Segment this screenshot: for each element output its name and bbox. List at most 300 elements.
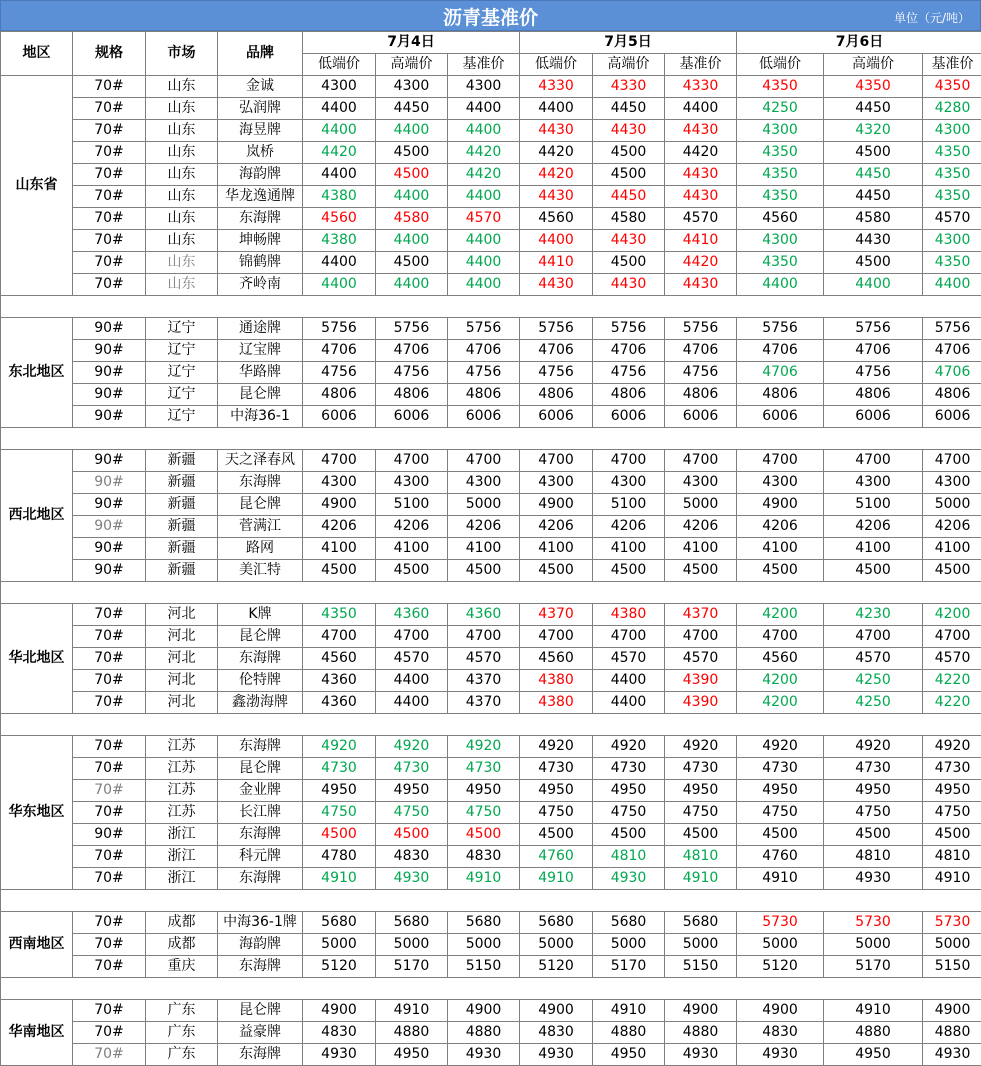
price-cell: 4560 — [520, 648, 593, 670]
price-cell: 4810 — [665, 846, 737, 868]
price-cell: 5000 — [520, 934, 593, 956]
table-row — [1, 912, 981, 934]
price-cell: 4500 — [737, 824, 824, 846]
price-cell: 4806 — [448, 384, 520, 406]
price-cell: 4350 — [303, 604, 376, 626]
price-cell: 4920 — [448, 736, 520, 758]
price-cell: 4700 — [923, 626, 981, 648]
market-cell: 江苏 — [146, 802, 218, 824]
price-cell: 4730 — [824, 758, 923, 780]
price-cell: 4100 — [737, 538, 824, 560]
price-cell: 4780 — [303, 846, 376, 868]
price-cell: 4756 — [824, 362, 923, 384]
price-cell: 5680 — [520, 912, 593, 934]
price-cell: 4560 — [303, 208, 376, 230]
spec-cell: 70# — [73, 670, 146, 692]
price-cell: 4400 — [303, 98, 376, 120]
price-cell: 4350 — [737, 76, 824, 98]
spec-cell: 70# — [73, 692, 146, 714]
spec-cell: 90# — [73, 450, 146, 472]
price-cell: 4706 — [923, 362, 981, 384]
price-cell: 4930 — [376, 868, 448, 890]
price-cell: 4100 — [520, 538, 593, 560]
price-cell: 5756 — [376, 318, 448, 340]
brand-cell: 辽宝牌 — [218, 340, 303, 362]
price-cell: 5120 — [737, 956, 824, 978]
price-cell: 4250 — [737, 98, 824, 120]
price-cell: 4910 — [737, 868, 824, 890]
price-cell: 4380 — [520, 692, 593, 714]
brand-cell: 弘润牌 — [218, 98, 303, 120]
price-cell: 4920 — [593, 736, 665, 758]
price-cell: 5756 — [448, 318, 520, 340]
price-cell: 4420 — [665, 252, 737, 274]
price-cell: 4400 — [303, 164, 376, 186]
price-cell: 4930 — [303, 1044, 376, 1066]
table-row — [1, 76, 981, 98]
market-cell: 辽宁 — [146, 384, 218, 406]
brand-cell: 金业牌 — [218, 780, 303, 802]
price-cell: 4706 — [376, 340, 448, 362]
price-cell: 4206 — [593, 516, 665, 538]
market-cell: 山东 — [146, 98, 218, 120]
region-cell: 华东地区 — [1, 736, 73, 890]
price-cell: 4930 — [593, 868, 665, 890]
price-cell: 4420 — [448, 142, 520, 164]
price-cell: 4700 — [303, 626, 376, 648]
brand-cell: 东海牌 — [218, 736, 303, 758]
price-cell: 4450 — [593, 186, 665, 208]
market-cell: 河北 — [146, 670, 218, 692]
header-date: 7月6日 — [737, 32, 981, 54]
price-cell: 4400 — [824, 274, 923, 296]
price-cell: 4700 — [824, 450, 923, 472]
price-cell: 4580 — [824, 208, 923, 230]
price-cell: 4500 — [303, 560, 376, 582]
price-cell: 4570 — [376, 648, 448, 670]
price-cell: 4806 — [303, 384, 376, 406]
price-cell: 4950 — [303, 780, 376, 802]
price-cell: 4570 — [665, 648, 737, 670]
spec-cell: 90# — [73, 560, 146, 582]
price-cell: 5756 — [737, 318, 824, 340]
price-cell: 4360 — [448, 604, 520, 626]
price-cell: 4830 — [376, 846, 448, 868]
price-cell: 4570 — [593, 648, 665, 670]
price-cell: 4350 — [923, 142, 981, 164]
price-cell: 4330 — [665, 76, 737, 98]
price-cell: 4500 — [923, 824, 981, 846]
spec-cell: 70# — [73, 230, 146, 252]
price-cell: 4206 — [520, 516, 593, 538]
price-cell: 4756 — [520, 362, 593, 384]
price-cell: 4756 — [593, 362, 665, 384]
brand-cell: 菅满江 — [218, 516, 303, 538]
price-cell: 4706 — [665, 340, 737, 362]
price-cell: 4910 — [520, 868, 593, 890]
price-cell: 4500 — [593, 252, 665, 274]
price-cell: 4400 — [376, 230, 448, 252]
price-cell: 4910 — [665, 868, 737, 890]
price-cell: 4420 — [303, 142, 376, 164]
price-cell: 4830 — [737, 1022, 824, 1044]
price-cell: 5150 — [665, 956, 737, 978]
price-cell: 4920 — [303, 736, 376, 758]
price-cell: 5730 — [737, 912, 824, 934]
market-cell: 河北 — [146, 626, 218, 648]
price-cell: 4500 — [665, 824, 737, 846]
price-cell: 4920 — [923, 736, 981, 758]
price-cell: 4750 — [824, 802, 923, 824]
price-cell: 4350 — [923, 186, 981, 208]
price-cell: 4400 — [376, 670, 448, 692]
price-cell: 4400 — [923, 274, 981, 296]
price-cell: 4706 — [448, 340, 520, 362]
price-cell: 4350 — [737, 186, 824, 208]
price-cell: 5000 — [448, 494, 520, 516]
price-cell: 5000 — [737, 934, 824, 956]
price-cell: 4430 — [593, 230, 665, 252]
price-cell: 6006 — [824, 406, 923, 428]
price-cell: 4400 — [376, 186, 448, 208]
brand-cell: 东海牌 — [218, 956, 303, 978]
brand-cell: 路网 — [218, 538, 303, 560]
price-cell: 4430 — [665, 164, 737, 186]
price-cell: 4300 — [737, 120, 824, 142]
price-cell: 6006 — [665, 406, 737, 428]
table-row — [1, 1022, 981, 1044]
header-date: 7月5日 — [520, 32, 737, 54]
price-cell: 4730 — [303, 758, 376, 780]
price-cell: 4900 — [665, 1000, 737, 1022]
price-cell: 4706 — [303, 340, 376, 362]
price-cell: 4570 — [448, 208, 520, 230]
brand-cell: 岚桥 — [218, 142, 303, 164]
price-cell: 4420 — [520, 164, 593, 186]
header-price-label: 低端价 — [303, 54, 376, 76]
price-cell: 4560 — [520, 208, 593, 230]
price-cell: 4700 — [593, 626, 665, 648]
price-cell: 4730 — [593, 758, 665, 780]
price-cell: 4206 — [665, 516, 737, 538]
price-cell: 6006 — [303, 406, 376, 428]
price-cell: 4380 — [303, 230, 376, 252]
price-cell: 5730 — [824, 912, 923, 934]
price-cell: 4450 — [824, 98, 923, 120]
brand-cell: 东海牌 — [218, 868, 303, 890]
price-cell: 4500 — [448, 560, 520, 582]
price-cell: 4910 — [824, 1000, 923, 1022]
spacer-cell — [1, 714, 981, 736]
price-cell: 4370 — [520, 604, 593, 626]
header-price-label: 高端价 — [593, 54, 665, 76]
price-cell: 4700 — [665, 450, 737, 472]
price-cell: 4500 — [448, 824, 520, 846]
price-cell: 4706 — [593, 340, 665, 362]
price-cell: 4206 — [824, 516, 923, 538]
price-cell: 4950 — [376, 780, 448, 802]
brand-cell: 华路牌 — [218, 362, 303, 384]
price-cell: 6006 — [737, 406, 824, 428]
price-cell: 5000 — [376, 934, 448, 956]
table-row — [1, 934, 981, 956]
market-cell: 山东 — [146, 186, 218, 208]
price-cell: 4400 — [303, 274, 376, 296]
brand-cell: 益豪牌 — [218, 1022, 303, 1044]
spec-cell: 70# — [73, 912, 146, 934]
price-cell: 4810 — [824, 846, 923, 868]
header-price-label: 基准价 — [448, 54, 520, 76]
price-cell: 4300 — [520, 472, 593, 494]
price-cell: 4910 — [923, 868, 981, 890]
price-cell: 4400 — [376, 692, 448, 714]
price-cell: 4500 — [376, 142, 448, 164]
price-cell: 4930 — [665, 1044, 737, 1066]
spacer-cell — [1, 978, 981, 1000]
price-cell: 5756 — [593, 318, 665, 340]
market-cell: 成都 — [146, 934, 218, 956]
price-cell: 4500 — [376, 560, 448, 582]
table-row — [1, 802, 981, 824]
spec-cell: 70# — [73, 868, 146, 890]
price-cell: 4900 — [448, 1000, 520, 1022]
price-cell: 4350 — [737, 142, 824, 164]
header-spec: 规格 — [73, 32, 146, 76]
market-cell: 辽宁 — [146, 362, 218, 384]
price-cell: 6006 — [593, 406, 665, 428]
price-cell: 4880 — [448, 1022, 520, 1044]
market-cell: 江苏 — [146, 780, 218, 802]
market-cell: 新疆 — [146, 472, 218, 494]
header-row-dates — [1, 32, 981, 54]
price-cell: 6006 — [448, 406, 520, 428]
price-cell: 4700 — [923, 450, 981, 472]
price-cell: 4920 — [737, 736, 824, 758]
price-cell: 4700 — [520, 626, 593, 648]
price-cell: 4500 — [520, 824, 593, 846]
market-cell: 重庆 — [146, 956, 218, 978]
brand-cell: 科元牌 — [218, 846, 303, 868]
spacer-cell — [1, 296, 981, 318]
price-cell: 4370 — [665, 604, 737, 626]
price-cell: 5756 — [665, 318, 737, 340]
price-cell: 4380 — [520, 670, 593, 692]
price-cell: 4450 — [376, 98, 448, 120]
spec-cell: 70# — [73, 956, 146, 978]
brand-cell: 昆仑牌 — [218, 1000, 303, 1022]
table-row — [1, 230, 981, 252]
price-cell: 4950 — [737, 780, 824, 802]
spacer-cell — [1, 890, 981, 912]
spec-cell: 90# — [73, 406, 146, 428]
price-cell: 4950 — [665, 780, 737, 802]
spec-cell: 90# — [73, 384, 146, 406]
price-cell: 4350 — [923, 252, 981, 274]
table-row — [1, 318, 981, 340]
table-row — [1, 406, 981, 428]
price-cell: 4206 — [923, 516, 981, 538]
price-cell: 4400 — [303, 120, 376, 142]
spec-cell: 90# — [73, 472, 146, 494]
brand-cell: 天之泽春风 — [218, 450, 303, 472]
price-cell: 4706 — [520, 340, 593, 362]
brand-cell: 坤畅牌 — [218, 230, 303, 252]
price-cell: 4430 — [520, 186, 593, 208]
price-cell: 4380 — [303, 186, 376, 208]
price-cell: 4300 — [923, 230, 981, 252]
spacer-row — [1, 978, 981, 1000]
price-cell: 4206 — [737, 516, 824, 538]
table-row — [1, 868, 981, 890]
price-cell: 4330 — [520, 76, 593, 98]
header-price-label: 基准价 — [665, 54, 737, 76]
table-row — [1, 120, 981, 142]
table-body — [1, 76, 981, 1066]
spec-cell: 90# — [73, 824, 146, 846]
price-cell: 5170 — [593, 956, 665, 978]
price-cell: 4430 — [520, 274, 593, 296]
price-cell: 4450 — [824, 186, 923, 208]
price-cell: 4250 — [824, 670, 923, 692]
price-cell: 4500 — [593, 824, 665, 846]
price-cell: 4810 — [593, 846, 665, 868]
price-cell: 4200 — [737, 670, 824, 692]
price-cell: 4500 — [824, 560, 923, 582]
spec-cell: 70# — [73, 98, 146, 120]
price-cell: 4450 — [593, 98, 665, 120]
price-cell: 4300 — [593, 472, 665, 494]
price-cell: 4430 — [665, 120, 737, 142]
price-cell: 4320 — [824, 120, 923, 142]
market-cell: 江苏 — [146, 736, 218, 758]
price-cell: 4206 — [303, 516, 376, 538]
price-cell: 5150 — [448, 956, 520, 978]
price-cell: 4400 — [448, 274, 520, 296]
price-cell: 4420 — [665, 142, 737, 164]
price-cell: 4400 — [520, 98, 593, 120]
spec-cell: 70# — [73, 186, 146, 208]
table-row — [1, 142, 981, 164]
price-cell: 4100 — [593, 538, 665, 560]
market-cell: 河北 — [146, 604, 218, 626]
price-cell: 4100 — [448, 538, 520, 560]
market-cell: 新疆 — [146, 560, 218, 582]
price-cell: 4920 — [520, 736, 593, 758]
price-cell: 4806 — [376, 384, 448, 406]
price-cell: 5000 — [593, 934, 665, 956]
price-cell: 5120 — [303, 956, 376, 978]
spec-cell: 70# — [73, 736, 146, 758]
table-row — [1, 472, 981, 494]
header-price-label: 基准价 — [923, 54, 981, 76]
price-cell: 4950 — [593, 1044, 665, 1066]
price-cell: 4570 — [665, 208, 737, 230]
table-row — [1, 1000, 981, 1022]
price-cell: 4706 — [737, 340, 824, 362]
price-cell: 4730 — [520, 758, 593, 780]
price-cell: 4706 — [737, 362, 824, 384]
price-cell: 4880 — [376, 1022, 448, 1044]
price-cell: 4930 — [923, 1044, 981, 1066]
price-cell: 4350 — [737, 252, 824, 274]
price-cell: 4880 — [593, 1022, 665, 1044]
price-cell: 5000 — [448, 934, 520, 956]
price-cell: 4920 — [376, 736, 448, 758]
price-cell: 4350 — [824, 76, 923, 98]
price-cell: 4400 — [593, 692, 665, 714]
price-cell: 4200 — [923, 604, 981, 626]
price-cell: 4750 — [376, 802, 448, 824]
price-cell: 4400 — [448, 98, 520, 120]
header-price-label: 高端价 — [376, 54, 448, 76]
price-cell: 4500 — [593, 560, 665, 582]
spec-cell: 70# — [73, 120, 146, 142]
brand-cell: 长江牌 — [218, 802, 303, 824]
price-cell: 5680 — [376, 912, 448, 934]
table-row — [1, 186, 981, 208]
price-cell: 4750 — [520, 802, 593, 824]
price-cell: 4700 — [737, 626, 824, 648]
price-cell: 4250 — [824, 692, 923, 714]
spec-cell: 70# — [73, 274, 146, 296]
table-row — [1, 780, 981, 802]
price-cell: 4200 — [737, 604, 824, 626]
price-cell: 4220 — [923, 692, 981, 714]
market-cell: 辽宁 — [146, 318, 218, 340]
price-cell: 5756 — [923, 318, 981, 340]
price-cell: 4300 — [448, 472, 520, 494]
market-cell: 浙江 — [146, 824, 218, 846]
price-cell: 4910 — [376, 1000, 448, 1022]
table-row — [1, 758, 981, 780]
price-cell: 4700 — [824, 626, 923, 648]
spec-cell: 70# — [73, 780, 146, 802]
price-cell: 4300 — [448, 76, 520, 98]
price-cell: 4580 — [593, 208, 665, 230]
price-cell: 4500 — [593, 164, 665, 186]
price-cell: 5100 — [824, 494, 923, 516]
table-row — [1, 846, 981, 868]
price-cell: 4806 — [665, 384, 737, 406]
market-cell: 山东 — [146, 208, 218, 230]
table-row — [1, 670, 981, 692]
price-cell: 4900 — [520, 494, 593, 516]
price-cell: 4400 — [520, 230, 593, 252]
market-cell: 新疆 — [146, 516, 218, 538]
price-cell: 5680 — [303, 912, 376, 934]
table-row — [1, 956, 981, 978]
price-cell: 4100 — [665, 538, 737, 560]
price-cell: 4920 — [824, 736, 923, 758]
spec-cell: 70# — [73, 164, 146, 186]
price-cell: 4330 — [593, 76, 665, 98]
price-cell: 4750 — [448, 802, 520, 824]
price-cell: 4500 — [665, 560, 737, 582]
price-cell: 4700 — [665, 626, 737, 648]
brand-cell: 东海牌 — [218, 824, 303, 846]
price-cell: 5000 — [303, 934, 376, 956]
price-cell: 5000 — [665, 934, 737, 956]
spec-cell: 70# — [73, 1000, 146, 1022]
table-row — [1, 538, 981, 560]
price-cell: 4880 — [923, 1022, 981, 1044]
price-cell: 5000 — [923, 494, 981, 516]
price-cell: 4900 — [303, 494, 376, 516]
price-cell: 4350 — [923, 76, 981, 98]
spec-cell: 70# — [73, 252, 146, 274]
price-cell: 4760 — [737, 846, 824, 868]
table-row — [1, 252, 981, 274]
